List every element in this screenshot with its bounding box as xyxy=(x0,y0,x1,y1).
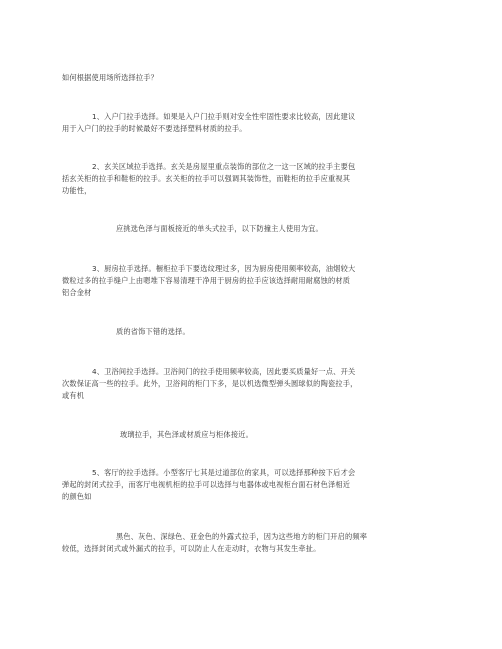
paragraph-line: 功能性， xyxy=(62,186,92,195)
paragraph-line: 5、客厅的拉手选择。小型客厅七其是过道部位的家具，可以选择那种按下后才会 xyxy=(92,468,356,477)
paragraph-line: 括玄关柜的拉手和鞋柜的拉手。玄关柜的拉手可以强调其装饰性，而鞋柜的拉手应重视其 xyxy=(62,174,351,183)
paragraph-line: 1、入户门拉手选择。如果是入户门拉手则对安全性牢固性要求比较高，因此建议 xyxy=(92,112,356,121)
paragraph-line: 玻璃拉手，其色泽或材质应与柜体接近。 xyxy=(120,430,253,439)
paragraph-line: 铝合金材 xyxy=(62,288,92,297)
paragraph-line: 的颜色如 xyxy=(62,492,92,501)
paragraph-line: 2、玄关区域拉手选择。玄关是房屋里重点装饰的部位之一这一区域的拉手主要包 xyxy=(92,162,356,171)
paragraph-line: 或有机 xyxy=(62,391,85,400)
paragraph-line: 用于入户门的拉手的时候最好不要选择塑料材质的拉手。 xyxy=(62,124,247,133)
paragraph-line: 次数保证高一些的拉手。此外，卫浴间的柜门下多，是以机选微型弹头圆球似的陶瓷拉手， xyxy=(62,379,358,388)
paragraph-line: 应挑选色泽与面板接近的单头式拉手，以下防撞主人使用为宜。 xyxy=(116,224,323,233)
document-title: 如何根据使用场所选择拉手？ xyxy=(62,73,159,82)
paragraph-line: 弹起的封闭式拉手，而客厅电视机柜的拉手可以选择与电器体或电视柜台面石材色泽相近 xyxy=(62,480,351,489)
paragraph-line: 黑色、灰色、深绿色、亚金色的外露式拉手，因为这些地方的柜门开启的频率 xyxy=(116,532,368,541)
paragraph-line: 4、卫浴间拉手选择。卫浴间门的拉手使用频率较高，因此要买质量好一点、开关 xyxy=(92,367,356,376)
paragraph-line: 微粒过多的拉手缝户上由嗯堆下容易清理干净用于厨房的拉手应该选择耐用耐腐蚀的材质 xyxy=(62,276,351,285)
paragraph-line: 较低，选择封闭式或外漏式的拉手，可以防止人在走动时，衣物与其发生牵扯。 xyxy=(62,544,321,553)
paragraph-line: 3、厨房拉手选择。橱柜拉手下要选纹理过多，因为厨房使用频率较高，油烟较大 xyxy=(92,264,356,273)
paragraph-line: 质的省饰下错的选择。 xyxy=(116,327,190,336)
